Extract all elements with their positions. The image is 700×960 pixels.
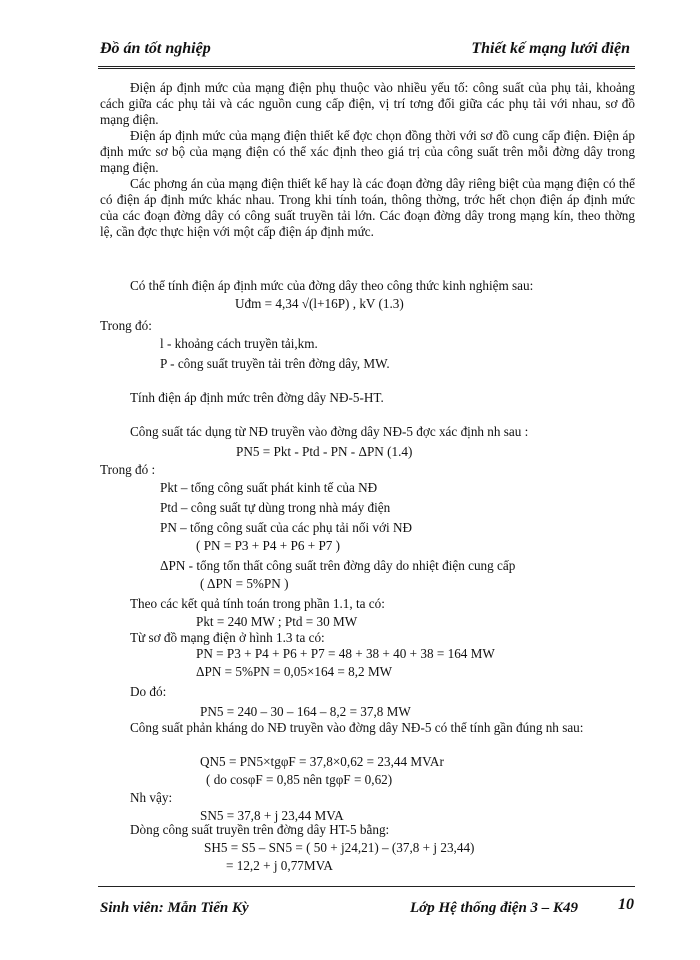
tu-so-do: Từ sơ đồ mạng điện ở hình 1.3 ta có: — [130, 630, 325, 645]
definition-p: P - công suất truyền tải trên đờng dây, MW. — [160, 356, 390, 371]
qn5-value: QN5 = PN5×tgφF = 37,8×0,62 = 23,44 MVAr — [200, 754, 444, 769]
header-left-title: Đồ án tốt nghiệp — [100, 40, 211, 57]
definition-pn: PN – tổng công suất của các phụ tải nối với NĐ — [160, 520, 412, 535]
nhu-vay-label: Nh vậy: — [130, 790, 173, 805]
paragraph-3: Các phơng án của mạng điện thiết kế hay là các đoạn đờng dây riêng biệt của mạng điện có thể có điện áp định mức khác nhau. Trong khi tính toán, thông thờng, trớc hết chọn điện áp định mức của các đoạn đờng dây có công suất truyền tải lớn. Các đoạn đờng dây trong mạng kín, theo thờng lệ, cần đợc thực hiện với một cấp điện áp định mức. — [100, 176, 635, 239]
definition-delta-pn: ΔPN - tổng tổn thất công suất trên đờng dây do nhiệt điện cung cấp — [160, 558, 516, 573]
sh5-result: = 12,2 + j 0,77MVA — [226, 858, 333, 873]
do-do-label: Do đó: — [130, 684, 167, 699]
sh5-value: SH5 = S5 – SN5 = ( 50 + j24,21) – (37,8 + j 23,44) — [204, 840, 475, 855]
trong-do-label-2: Trong đó : — [100, 462, 156, 477]
paragraph-1: Điện áp định mức của mạng điện phụ thuộc vào nhiều yếu tố: công suất của phụ tải, khoảng cách giữa các phụ tải và các nguồn cung cấp điện, vị trí tơng đối giữa các phụ tải với nhau, sơ đồ mạng điện. — [100, 80, 635, 127]
tinh-dien-ap-nd5: Tính điện áp định mức trên đờng dây NĐ-5-HT. — [130, 390, 384, 405]
footer-student-name: Sinh viên: Mẫn Tiến Kỳ — [100, 900, 249, 916]
footer-rule — [98, 886, 635, 887]
page-number: 10 — [618, 896, 634, 913]
paragraph-2: Điện áp định mức của mạng điện thiết kế đợc chọn đồng thời với sơ đồ cung cấp điện. Điện áp định mức sơ bộ của mạng điện có thể xác định theo giá trị của công suất trên mỗi đờng dây trong mạng điện. — [100, 128, 635, 175]
pkt-ptd-values: Pkt = 240 MW ; Ptd = 30 MW — [196, 614, 358, 629]
theo-ket-qua: Theo các kết quả tính toán trong phần 1.1, ta có: — [130, 596, 385, 611]
q-intro: Công suất phản kháng do NĐ truyền vào đờng dây NĐ-5 có thể tính gần đúng nh sau: — [130, 720, 584, 735]
definition-pn-sum: ( PN = P3 + P4 + P6 + P7 ) — [196, 538, 341, 553]
header-right-title: Thiết kế mạng lưới điện — [471, 40, 630, 57]
footer-class-name: Lớp Hệ thống điện 3 – K49 — [410, 900, 579, 916]
sn5-value: SN5 = 37,8 + j 23,44 MVA — [200, 808, 344, 823]
formula-1-3: Uđm = 4,34 √(l+16P) , kV (1.3) — [235, 296, 404, 311]
intro-paragraphs — [100, 80, 635, 240]
cos-note: ( do cosφF = 0,85 nên tgφF = 0,62) — [206, 772, 393, 787]
pn5-value: PN5 = 240 – 30 – 164 – 8,2 = 37,8 MW — [200, 704, 411, 719]
dong-cong-suat-intro: Dòng công suất truyền trên đờng dây HT-5 bằng: — [130, 822, 390, 837]
definition-ptd: Ptd – công suất tự dùng trong nhà máy điện — [160, 500, 391, 515]
header-rule — [98, 66, 635, 69]
pn-value: PN = P3 + P4 + P6 + P7 = 48 + 38 + 40 + 38 = 164 MW — [196, 646, 495, 661]
formula-intro: Có thể tính điện áp định mức của đờng dây theo công thức kinh nghiệm sau: — [130, 278, 534, 293]
delta-pn-value: ΔPN = 5%PN = 0,05×164 = 8,2 MW — [196, 664, 393, 679]
definition-delta-pn-percent: ( ΔPN = 5%PN ) — [200, 576, 289, 591]
q-intro-paragraph — [100, 720, 635, 736]
cong-suat-intro: Công suất tác dụng từ NĐ truyền vào đờng dây NĐ-5 đợc xác định nh sau : — [130, 424, 529, 439]
trong-do-label-1: Trong đó: — [100, 318, 152, 333]
definition-l: l - khoảng cách truyền tải,km. — [160, 336, 318, 351]
definition-pkt: Pkt – tổng công suất phát kinh tế của NĐ — [160, 480, 378, 495]
formula-1-4: PN5 = Pkt - Ptd - PN - ΔPN (1.4) — [236, 444, 413, 459]
